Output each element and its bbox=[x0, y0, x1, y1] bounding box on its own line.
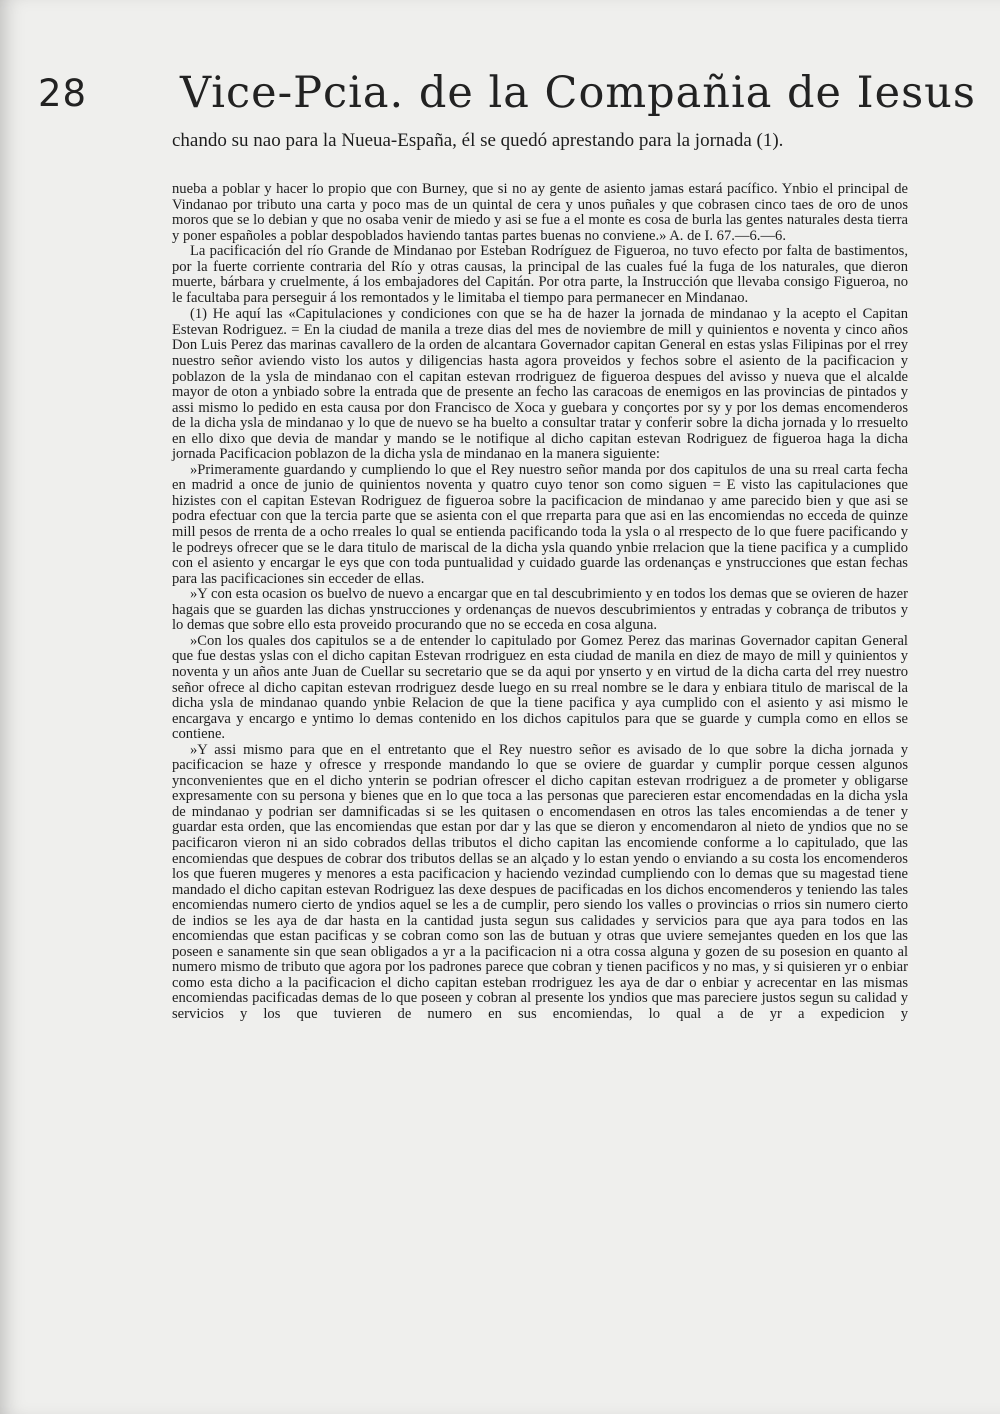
footnote-intro: (1) He aquí las «Capitulaciones y condiciones con que se ha de hazer la jornada de mindanao y la acepto el Capitan Estevan Rodriguez. = En la ciudad de manila a treze dias del mes de noviembre de mill y quinientos e noventa y cinco años Don Luis Perez das marinas cavallero de la orden de alcantara Governador capitan General en estas yslas Filipinas por el rrey nuestro señor aviendo visto los autos y diligencias hasta agora proveidos y fechos sobre el asiento de la pacificacion y poblazon de la ysla de mindanao con el capitan estevan rrodriguez de figueroa despues del avisso y nueva que el alcalde mayor de oton a ynbiado sobre la entrada que de presente an fecho las caracoas de enemigos en las provincias de pintados y assi mismo lo pedido en esta causa por don Francisco de Xoca y guebara y conçortes por sy y por los demas encomenderos de la dicha ysla de mindanao y lo que de nuevo se ha buelto a consultar tratar y conferir sobre la dicha jornada y lo rresuelto en ello dixo que devia de mandar y mando se le notifique al dicho capitan estevan Rodriguez de figueroa haga la dicha jornada Pacificacion poblazon de la dicha ysla de mindanao en la manera siguiente: bbox=[172, 306, 908, 463]
page-body bbox=[172, 129, 908, 1023]
page-header bbox=[38, 68, 976, 138]
footnote-paragraph: »Y assi mismo para que en el entretanto que el Rey nuestro señor es avisado de lo que sobre la dicha jornada y pacificacion se haze y ofresce y rresponde mandando lo que se oviere de guardar y cumplir porque cessen algunos ynconvenientes que en el dicho ynterin se podrian ofrescer el dicho capitan estevan rrodriguez a de prometer y obligarse expresamente con su persona y bienes que en lo que toca a las personas que parecieren estar encomendadas en la dicha ysla de mindanao y podrian ser damnificadas si se les quitasen o encomendasen en otros las tales encomiendas a de tener y guardar esta orden, que las encomiendas que estan por dar y las que se dieron y encomendaron al nieto de yndios que no se pacificaron vieron ni an sido cobrados dellas tributos el dicho capitan las encomiende conforme a lo capitulado, que las encomiendas que despues de cobrar dos tributos dellas se an alçado y lo estan yendo o enviando a su costa los encomenderos los que fueren mugeres y menores a esta pacificacion y haciendo vezindad cumpliendo con lo demas que su magestad tiene mandado el dicho capitan estevan Rodriguez las dexe despues de pacificadas en los dichos encomenderos y teniendo las tales encomiendas numero cierto de yndios aquel se les a de cumplir, pero siendo los valles o provincias o rrios sin numero cierto de indios se les aya de dar hasta en la cantidad justa segun sus calidades y servicios para que aya para todos en las encomiendas que estan pacificas y se cobran como son las de butuan y otras que uviere semejantes queden en los que las poseen e sanamente sin que sean obligados a yr a la pacificacion ni a otra cossa alguna y gozen de su posesion en quanto al numero mismo de tributo que agora por los padrones parece que cobran y tienen pacificos y no mas, y si quisieren yr o enbiar como esta dicho a la pacificacion el dicho capitan esteban rrodriguez les aya de dar o enbiar y acrecentar en las mismas encomiendas pacificadas demas de lo que poseen y cobran al presente los yndios que mas pareciere justos segun su calidad y servicios y los que tuvieren de numero en sus encomiendas, lo qual a de yr a expedicion y bbox=[172, 741, 908, 1022]
page-number: 28 bbox=[38, 72, 88, 115]
lead-line: chando su nao para la Nueua-España, él se quedó aprestando para la jornada (1). bbox=[172, 130, 784, 151]
text-block bbox=[172, 182, 908, 1023]
footnote-paragraph: »Primeramente guardando y cumpliendo lo que el Rey nuestro señor manda por dos capitulos de una su rreal carta fecha en madrid a once de junio de quinientos noventa y quatro cuyo tenor son como siguen = E visto las capitulaciones que hizistes con el capitan Estevan Rodriguez de figueroa sobre la pacificacion de mindanao y ame parecido bien y que asi se podra efectuar con que la tercia parte que se asienta con el que rreparta para que asi en las encomiendas no ecceda de quinze mill pesos de rrenta de a ocho rreales lo qual se entienda pacificando toda la ysla o al rrespecto de lo que fuere pacificando y le podreys ofrecer que se le dara titulo de mariscal de la dicha ysla quando ynbie rrelacion que la tiene pacifica y a cumplido con el asiento y encargar le eys que con toda puntualidad y cuidado guarde las ordenanças e ynstrucciones que estan fechas para las pacificaciones sin ecceder de ellas. bbox=[172, 461, 908, 587]
body-paragraph: La pacificación del río Grande de Mindanao por Esteban Rodríguez de Figueroa, no tuvo efecto por falta de bastimentos, por la fuerte corriente contraria del Río y otras causas, la principal de las cuales fué la fuga de los naturales, que dieron muerte, bárbara y cruelmente, á los embajadores del Capitán. Por otra parte, la Instrucción que llevaba consigo Figueroa, no le facultaba para perseguir á los remontados y le limitaba el tiempo para permanecer en Mindanao. bbox=[172, 243, 908, 306]
footnote-paragraph: »Y con esta ocasion os buelvo de nuevo a encargar que en tal descubrimiento y en todos los demas que se ovieren de hazer hagais que se guarden las dichas ynstrucciones y ordenanças de nuevos descubrimientos y entradas y cobrança de tributos y lo demas que sobre ello esta proveido procurando que no se ecceda en cosa alguna. bbox=[172, 586, 908, 634]
quote-paragraph: nueba a poblar y hacer lo propio que con Burney, que si no ay gente de asiento jamas estará pacífico. Ynbio el principal de Vindanao por tributo una carta y poco mas de un quintal de cera y unos puñales y que cobrasen cinco taes de oro de unos moros que se lo debian y que no osaba venir de miedo y asi se fue a el monte es cosa de burla las gentes naturales desta tierra y poner españoles a poblar despoblados haviendo tantas partes buenas no conviene.» A. de I. 67.—6.—6. bbox=[172, 181, 908, 244]
running-title: Vice-Pcia. de la Compañia de Iesus bbox=[180, 68, 976, 118]
footnote-paragraph: »Con los quales dos capitulos se a de entender lo capitulado por Gomez Perez das marinas Governador capitan General que fue destas yslas con el dicho capitan Estevan rrodriguez en esta ciudad de manila en diez de mayo de mill y quinientos y noventa y un años ante Juan de Cuellar su secretario que se da aqui por ynserto y en virtud de la dicha carta del rrey nuestro señor ofrece al dicho capitan estevan rrodriguez desde luego en su rreal nombre se le dara y enbiara titulo de mariscal de la dicha ysla de mindanao quando ynbie Relacion de que la tiene pacifica y aya cumplido con el asiento y asi mismo le encargava y encargo e yntimo lo demas contenido en los dichos capitulos para que se guarde y cumpla como en ellos se contiene. bbox=[172, 632, 908, 743]
